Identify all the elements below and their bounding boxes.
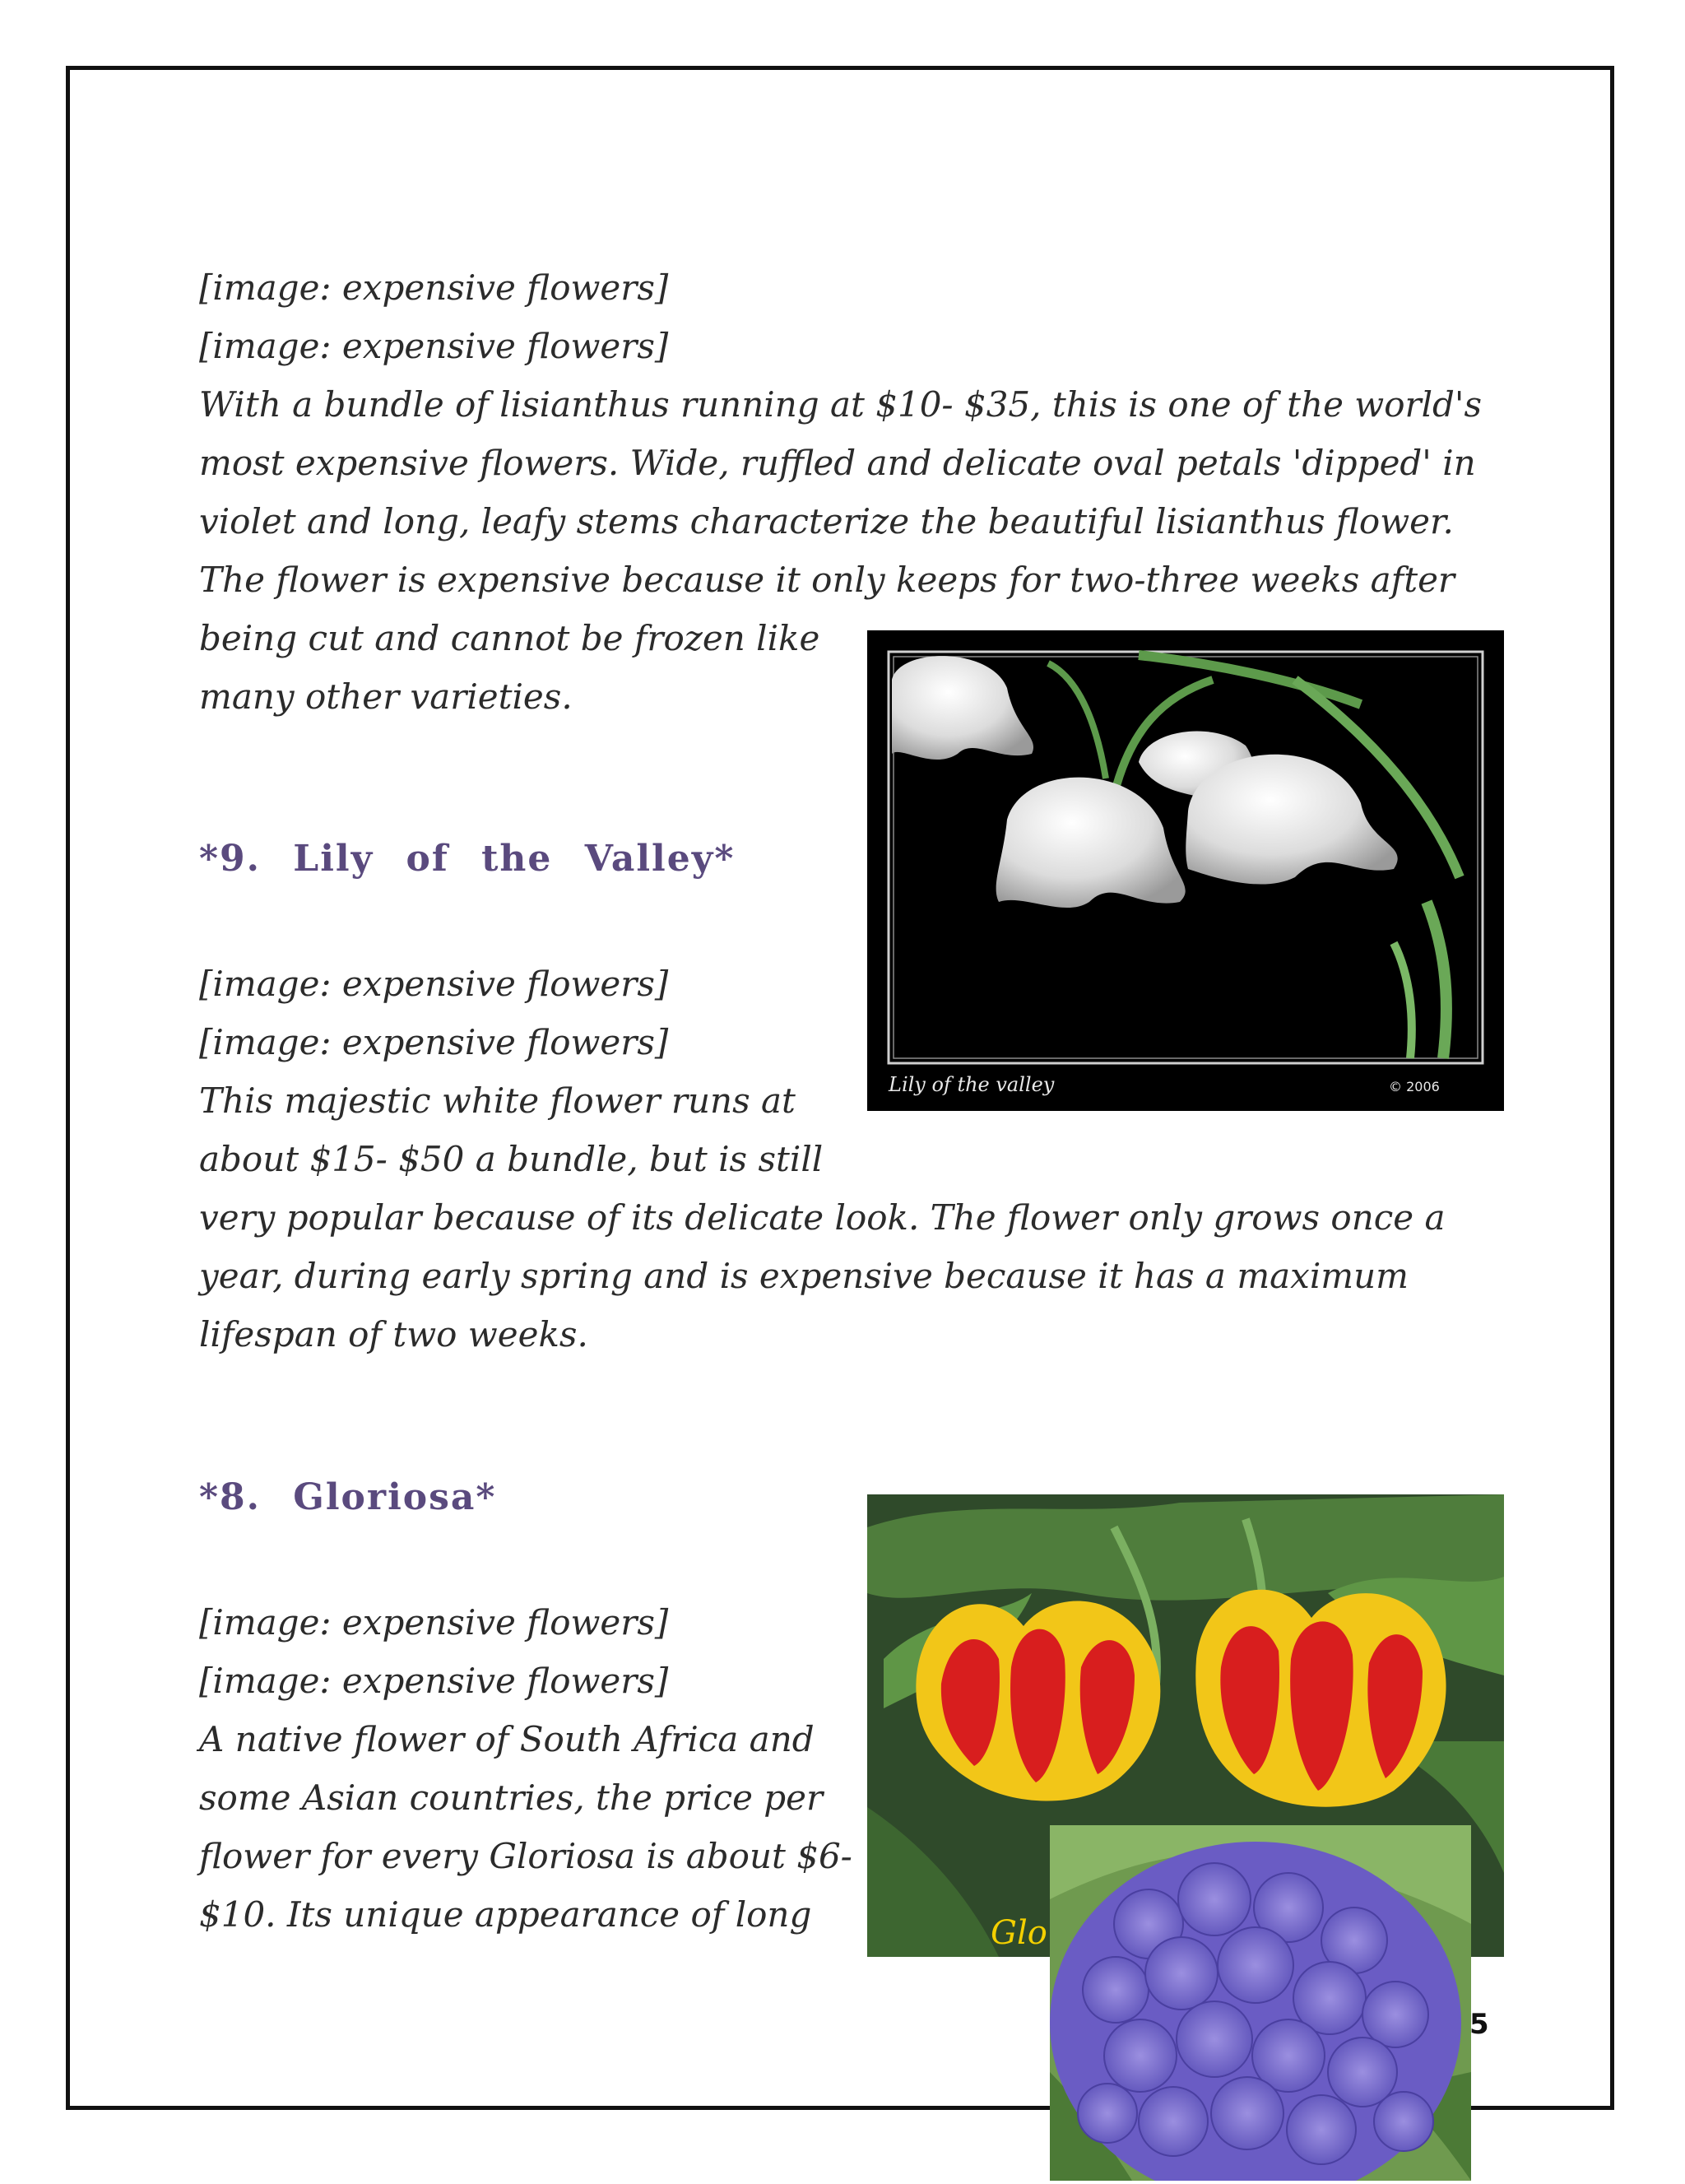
- lily-photo-caption: Lily of the valley: [889, 1073, 1055, 1096]
- text-line: A native flower of South Africa and: [199, 1719, 815, 1759]
- page-number: 5: [1469, 2008, 1489, 2041]
- text-line: about $15- $50 a bundle, but is still: [199, 1139, 824, 1179]
- text-line: $10. Its unique appearance of long: [199, 1894, 812, 1935]
- text-line: violet and long, leafy stems characterize the beautiful lisianthus flower.: [199, 501, 1454, 541]
- section-heading-lily: *9. Lily of the Valley*: [199, 838, 736, 880]
- text-line: The flower is expensive because it only keeps for two-three weeks after: [199, 560, 1455, 600]
- image-placeholder: [image: expensive flowers]: [199, 1602, 669, 1643]
- image-placeholder: [image: expensive flowers]: [199, 1661, 669, 1701]
- section-heading-gloriosa: *8. Gloriosa*: [199, 1476, 497, 1518]
- image-placeholder: [image: expensive flowers]: [199, 1022, 669, 1062]
- text-line: some Asian countries, the price per: [199, 1777, 824, 1818]
- text-line: very popular because of its delicate look. The flower only grows once a: [199, 1197, 1446, 1238]
- lily-of-the-valley-image: [867, 630, 1504, 1111]
- gloriosa-paragraph: [199, 1593, 852, 1944]
- hydrangea-image: [1050, 1825, 1471, 2181]
- text-line: With a bundle of lisianthus running at $10- $35, this is one of the world's: [199, 384, 1483, 425]
- lily-photo-copyright: © 2006: [1389, 1079, 1440, 1094]
- image-placeholder: [image: expensive flowers]: [199, 964, 669, 1004]
- text-line: year, during early spring and is expensive because it has a maximum: [199, 1256, 1409, 1296]
- image-placeholder: [image: expensive flowers]: [199, 267, 669, 308]
- image-placeholder: [image: expensive flowers]: [199, 326, 669, 366]
- text-line: This majestic white flower runs at: [199, 1080, 796, 1121]
- text-line: flower for every Gloriosa is about $6-: [199, 1836, 852, 1876]
- hydrangea-photo: [1050, 1825, 1471, 2181]
- text-line: most expensive flowers. Wide, ruffled and delicate oval petals 'dipped' in: [199, 443, 1476, 483]
- text-line: many other varieties.: [199, 676, 573, 717]
- text-line: being cut and cannot be frozen like: [199, 618, 820, 658]
- lily-of-the-valley-photo: [867, 630, 1504, 1111]
- text-line: lifespan of two weeks.: [199, 1314, 588, 1355]
- gloriosa-photo-caption: Glo: [991, 1914, 1047, 1952]
